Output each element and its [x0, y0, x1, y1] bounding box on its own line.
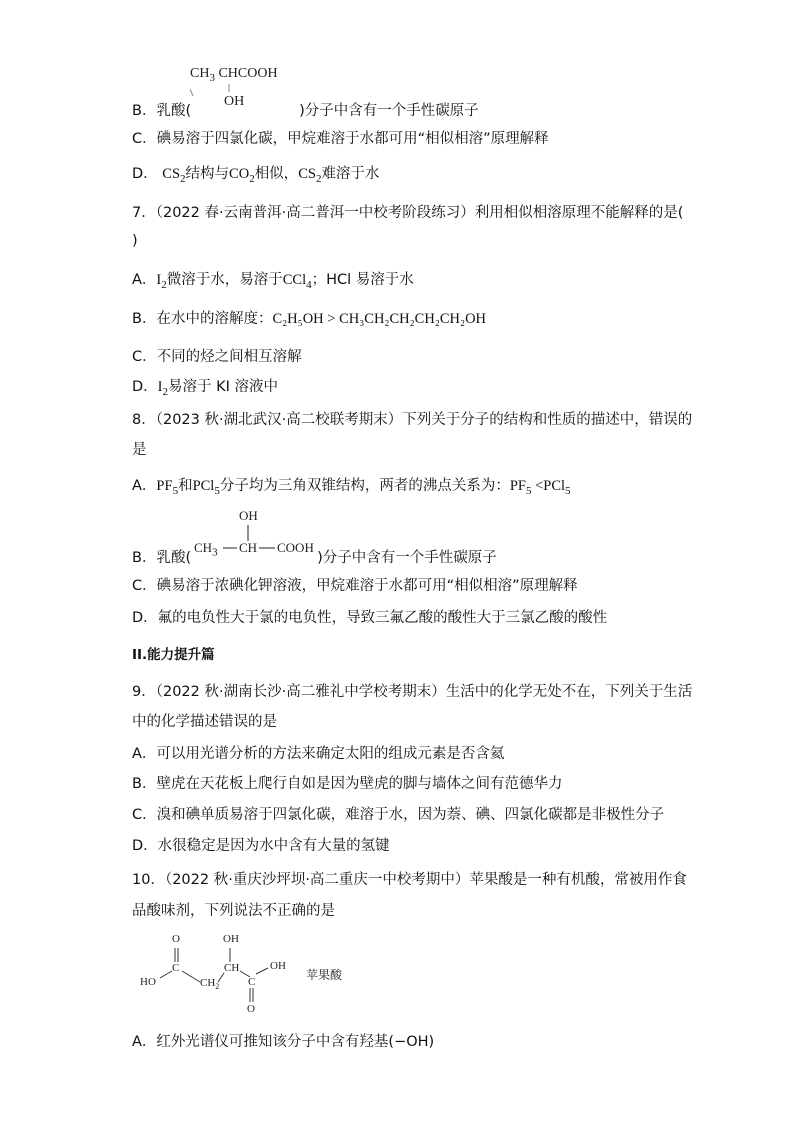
q7-option-c: C．不同的烃之间相互溶解 — [132, 349, 302, 365]
q9-stem-line2: 中的化学描述错误的是 — [132, 714, 277, 730]
q8-option-a: A．$PF_5$和PCl$_5$分子均为三角双锥结构，两者的沸点关系为：$PF_5 <PCl_5$ — [132, 478, 571, 497]
q6-option-b: B．乳酸( )分子中含有一个手性碳原子 — [132, 103, 479, 119]
q6-option-c: C．碘易溶于四氯化碳，甲烷难溶于水都可用“相似相溶”原理解释 — [132, 131, 549, 147]
q10-struct-name: 苹果酸 — [306, 968, 343, 982]
q8-option-b: B．乳酸( )分子中含有一个手性碳原子 — [132, 550, 497, 566]
q10-struct-o-top: O — [172, 933, 180, 945]
q10-option-a: A．红外光谱仪可推知该分子中含有羟基(−OH) — [132, 1034, 435, 1050]
q8-struct-ch: CH — [239, 540, 258, 555]
q10-struct-ho: HO — [140, 976, 156, 988]
q7-option-a: A．$I_2$微溶于水，易溶于CCl$_4$；HCl 易溶于水 — [132, 272, 414, 291]
q10-stem-line2: 品酸味剂，下列说法不正确的是 — [132, 903, 335, 919]
q6-struct-oh: OH — [224, 94, 245, 109]
q9-stem-line1: 9．（2022 秋·湖南长沙·高二雅礼中学校考期末）生活中的化学无处不在，下列关于生活 — [132, 684, 693, 700]
q8-stem-line2: 是 — [132, 442, 147, 458]
q6-option-d: D． $CS_2$结构与$CO_2$相似，$CS_2$难溶于水 — [132, 166, 380, 185]
q10-stem-line1: 10．（2022 秋·重庆沙坪坝·高二重庆一中校考期中）苹果酸是一种有机酸，常被用作食 — [132, 872, 687, 888]
q8-stem-line1: 8．（2023 秋·湖北武汉·高二校联考期末）下列关于分子的结构和性质的描述中，错误的 — [132, 412, 693, 428]
q10-struct-oh-top: OH — [223, 933, 239, 945]
q10-struct-ch2: $CH_2$ — [200, 977, 220, 992]
q9-option-c: C．溴和碘单质易溶于四氯化碳，难溶于水，因为萘、碘、四氯化碳都是非极性分子 — [132, 807, 665, 823]
q8-option-c: C．碘易溶于浓碘化钾溶液，甲烷难溶于水都可用“相似相溶”原理解释 — [132, 578, 578, 594]
q10-struct-ch: CH — [224, 962, 240, 974]
q7-stem-line2: ) — [132, 233, 138, 249]
q10-struct-c-right: C — [248, 976, 256, 988]
q10-struct-o-bottom: O — [247, 1003, 255, 1015]
q9-option-d: D．水很稳定是因为水中含有大量的氢键 — [132, 838, 390, 854]
q7-option-d: D．$I_2$易溶于 KI 溶液中 — [132, 379, 279, 398]
q7-stem-line1: 7．（2022 春·云南普洱·高二普洱一中校考阶段练习）利用相似相溶原理不能解释的是( — [132, 205, 684, 221]
q10-struct-oh-right: OH — [270, 960, 286, 972]
q8-struct-cooh: COOH — [277, 540, 314, 555]
q9-option-a: A．可以用光谱分析的方法来确定太阳的组成元素是否含氦 — [132, 746, 505, 762]
q8-struct-oh: OH — [239, 508, 258, 523]
q7-option-b: B．在水中的溶解度：C₂H₅OH > CH₃CH₂CH₂CH₂CH₂OH — [132, 311, 487, 327]
q8-option-d: D．氟的电负性大于氯的电负性，导致三氟乙酸的酸性大于三氯乙酸的酸性 — [132, 610, 608, 626]
q10-malic-acid-structure — [138, 930, 368, 1022]
q10-struct-c-left: C — [172, 962, 180, 974]
section-title: II.能力提升篇 — [132, 647, 215, 663]
q8-struct-ch3: $CH_3$ — [194, 540, 218, 559]
q6-struct-ch3: $CH_3$ CHCOOH — [190, 66, 278, 84]
q9-option-b: B．壁虎在天花板上爬行自如是因为壁虎的脚与墙体之间有范德华力 — [132, 776, 563, 792]
